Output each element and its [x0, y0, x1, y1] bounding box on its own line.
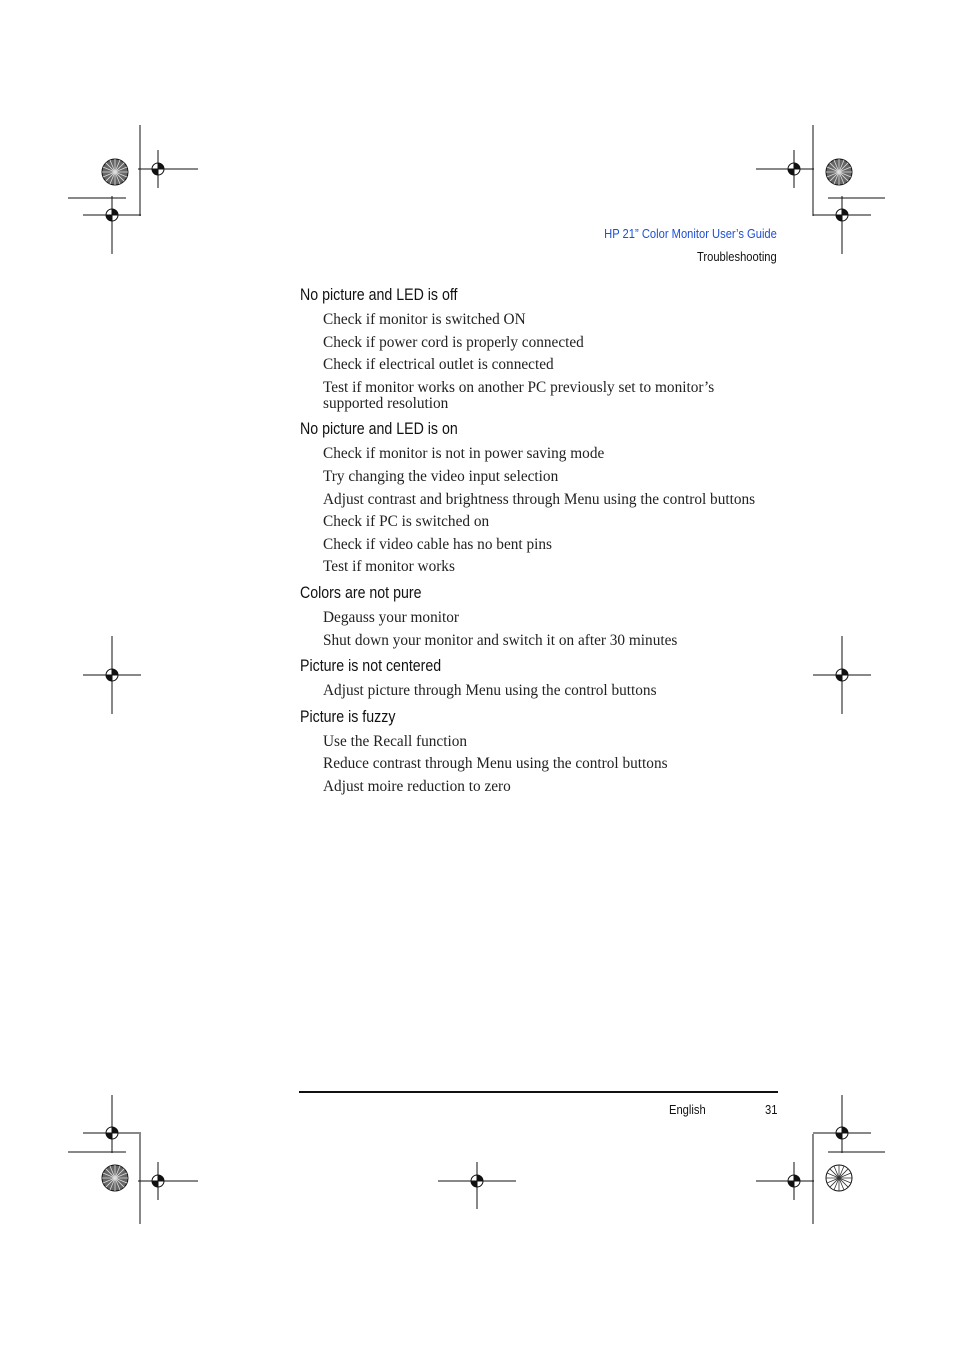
checklist	[300, 610, 778, 649]
list-item: Test if monitor works	[323, 558, 455, 576]
section-picture-fuzzy	[300, 706, 778, 795]
checklist	[300, 312, 778, 412]
checklist	[300, 734, 778, 795]
footer-divider	[299, 1091, 778, 1093]
section-heading: Picture is not centered	[300, 657, 442, 676]
list-item: Adjust moire reduction to zero	[323, 777, 511, 795]
section-picture-not-centered	[300, 655, 778, 699]
page-number: 31	[764, 1102, 777, 1117]
section-heading: No picture and LED is off	[300, 286, 458, 304]
list-item: Adjust picture through Menu using the control buttons	[323, 682, 657, 700]
list-item: Use the Recall function	[323, 732, 467, 750]
checklist	[300, 683, 778, 699]
list-item: Test if monitor works on another PC previously set to monitor’s supported resolution	[323, 378, 715, 412]
troubleshooting-content	[300, 284, 778, 802]
section-heading: No picture and LED is on	[300, 420, 458, 439]
list-item: Reduce contrast through Menu using the control buttons	[323, 755, 668, 773]
list-item: Check if power cord is properly connected	[323, 333, 584, 351]
list-item: Check if PC is switched on	[323, 513, 490, 531]
list-item: Try changing the video input selection	[323, 467, 559, 485]
list-item: Check if monitor is not in power saving mode	[323, 445, 605, 463]
section-no-picture-led-off	[300, 284, 778, 412]
list-item: Check if electrical outlet is connected	[323, 356, 554, 374]
section-no-picture-led-on	[300, 418, 778, 575]
list-item: Adjust contrast and brightness through Menu using the control buttons	[323, 490, 756, 508]
running-header-title: HP 21” Color Monitor User’s Guide	[604, 226, 777, 241]
running-header-section: Troubleshooting	[697, 249, 777, 264]
list-item: Check if monitor is switched ON	[323, 311, 526, 328]
list-item: Check if video cable has no bent pins	[323, 535, 552, 553]
footer-language: English	[669, 1102, 706, 1117]
section-heading: Picture is fuzzy	[300, 707, 396, 726]
section-heading: Colors are not pure	[300, 583, 422, 602]
list-item: Shut down your monitor and switch it on after 30 minutes	[323, 631, 678, 649]
checklist	[300, 446, 778, 575]
list-item: Degauss your monitor	[323, 608, 459, 626]
section-colors-not-pure	[300, 582, 778, 649]
